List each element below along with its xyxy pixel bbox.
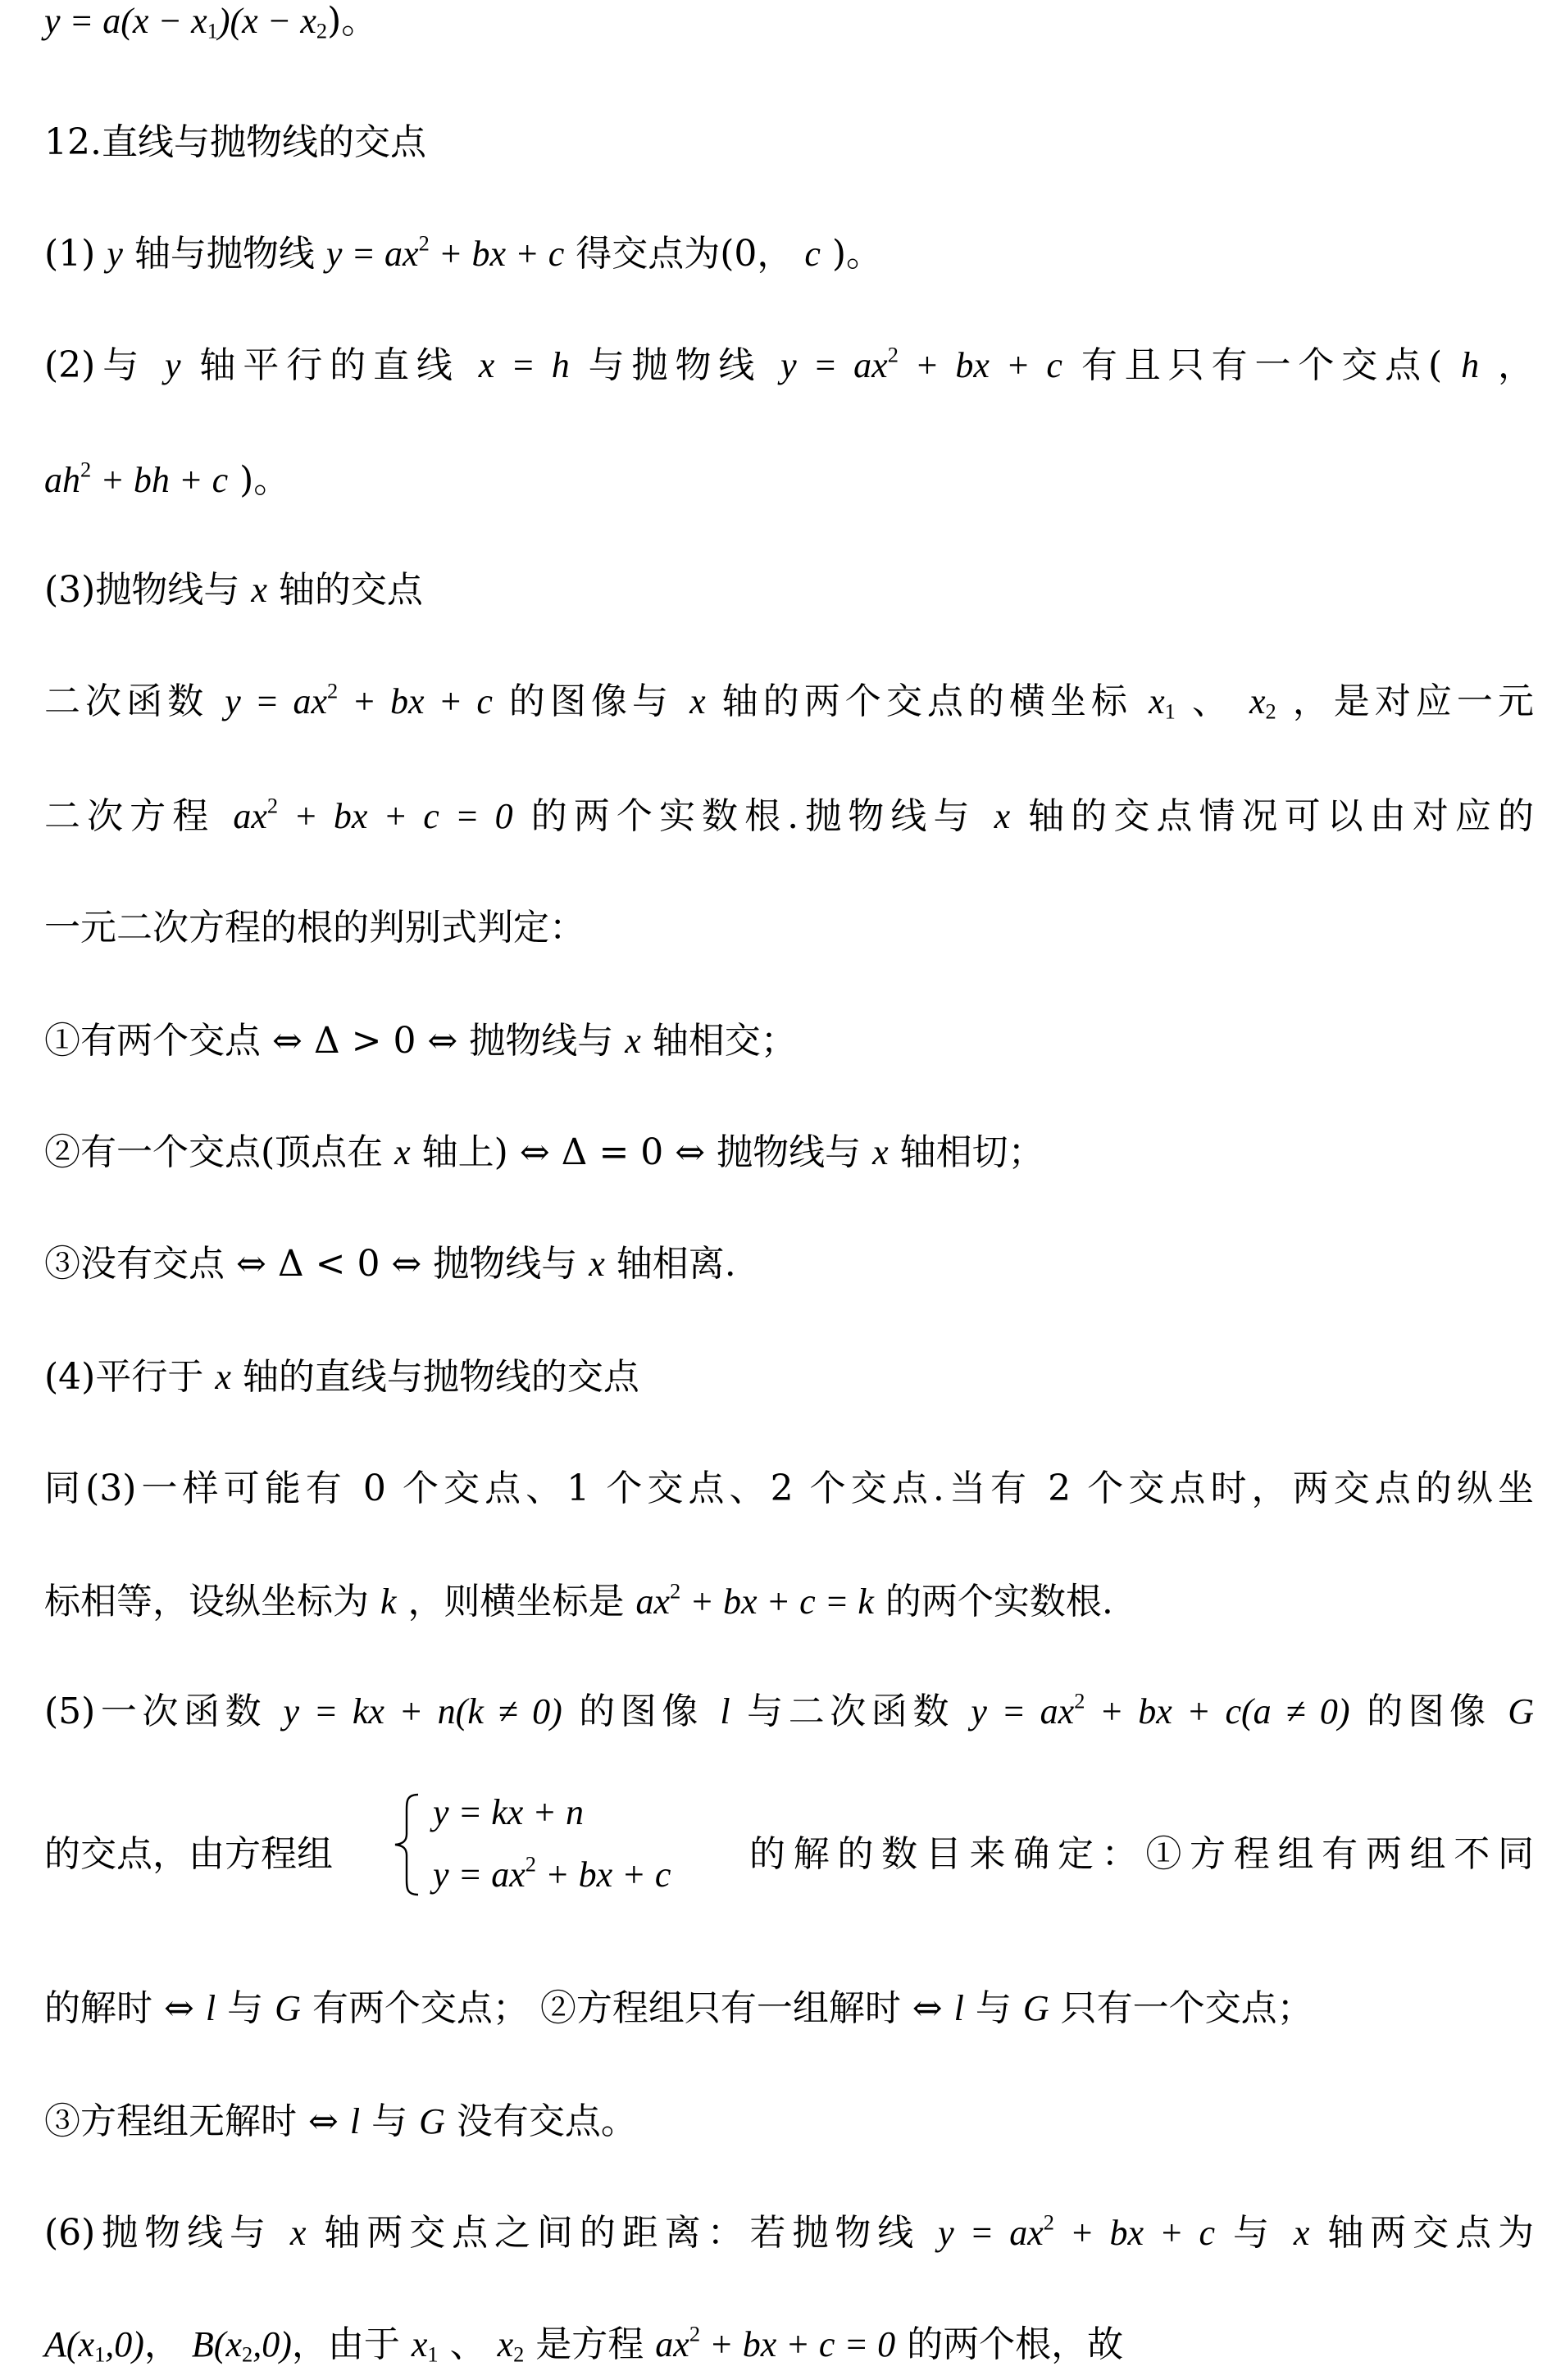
paragraph-line: 标相等，设纵坐标为 k ，则横坐标是 $ax^2$ + bx + c = k 的两个实数根. <box>44 1578 1113 1622</box>
paragraph-line: (2)与 y 轴平行的直线 x = h 与抛物线 $y = ax^2$ + bx + c 有且只有一个交点( h ， <box>44 342 1534 386</box>
section-heading: 12.直线与抛物线的交点 <box>44 121 426 163</box>
system-lead-text: 的交点，由方程组 <box>44 1833 333 1875</box>
paragraph-line: 二次方程 $ax^2$ + bx + c = 0 的两个实数根.抛物线与 x 轴的交点情况可以由对应的 <box>44 793 1534 837</box>
system-equation-1: y = kx + n <box>433 1792 584 1832</box>
paragraph-line: ③方程组无解时 ⇔ l 与 G 没有交点。 <box>44 2100 637 2142</box>
system-trail-text: 的解的数目来确定：①方程组有两组不同 <box>749 1833 1534 1875</box>
list-item: ③没有交点 ⇔ Δ < 0 ⇔ 抛物线与 x 轴相离. <box>44 1243 736 1285</box>
left-brace <box>390 1791 423 1898</box>
paragraph-line: $A(x_1,0)$， $B(x_2,0)$，由于 $x_1$ 、 $x_2$ 是方程 $ax^2$ + bx + c = 0 的两个根，故 <box>44 2321 1124 2367</box>
equation-system-line <box>44 1783 1534 1914</box>
paragraph-line: (5)一次函数 y = kx + n(k ≠ 0) 的图像 l 与二次函数 $y = ax^2$ + bx + c(a ≠ 0) 的图像 G <box>44 1688 1534 1732</box>
system-equation-2: $y = ax^2$ + bx + c <box>433 1851 671 1895</box>
paragraph-line: 的解时 ⇔ l 与 G 有两个交点； ②方程组只有一组解时 ⇔ l 与 G 只有一个交点； <box>44 1987 1313 2029</box>
paragraph-line: (6)抛物线与 x 轴两交点之间的距离：若抛物线 $y = ax^2$ + bx + c 与 x 轴两交点为 <box>44 2209 1534 2254</box>
subsection-heading: (4)平行于 x 轴的直线与抛物线的交点 <box>44 1356 639 1398</box>
paragraph-line: 一元二次方程的根的判别式判定： <box>44 907 585 949</box>
subsection-heading: (3)抛物线与 x 轴的交点 <box>44 569 423 611</box>
list-item: ①有两个交点 ⇔ Δ > 0 ⇔ 抛物线与 x 轴相交； <box>44 1020 797 1062</box>
formula-line: $y = a(x - x_1)(x - x_2)$。 <box>44 0 378 43</box>
list-item: ②有一个交点(顶点在 x 轴上) ⇔ Δ = 0 ⇔ 抛物线与 x 轴相切； <box>44 1131 1044 1173</box>
paragraph-line: 二次函数 $y = ax^2$ + bx + c 的图像与 x 轴的两个交点的横坐标 $x_1$ 、 $x_2$ ，是对应一元 <box>44 678 1534 724</box>
paragraph-line: (1) y 轴与抛物线 $y = ax^2$ + bx + c 得交点为(0， c )。 <box>44 230 883 275</box>
paragraph-line: 同(3)一样可能有 0 个交点、1 个交点、2 个交点.当有 2 个交点时，两交点的纵坐 <box>44 1468 1534 1509</box>
paragraph-line: $ah^2$ + bh + c )。 <box>44 457 290 501</box>
